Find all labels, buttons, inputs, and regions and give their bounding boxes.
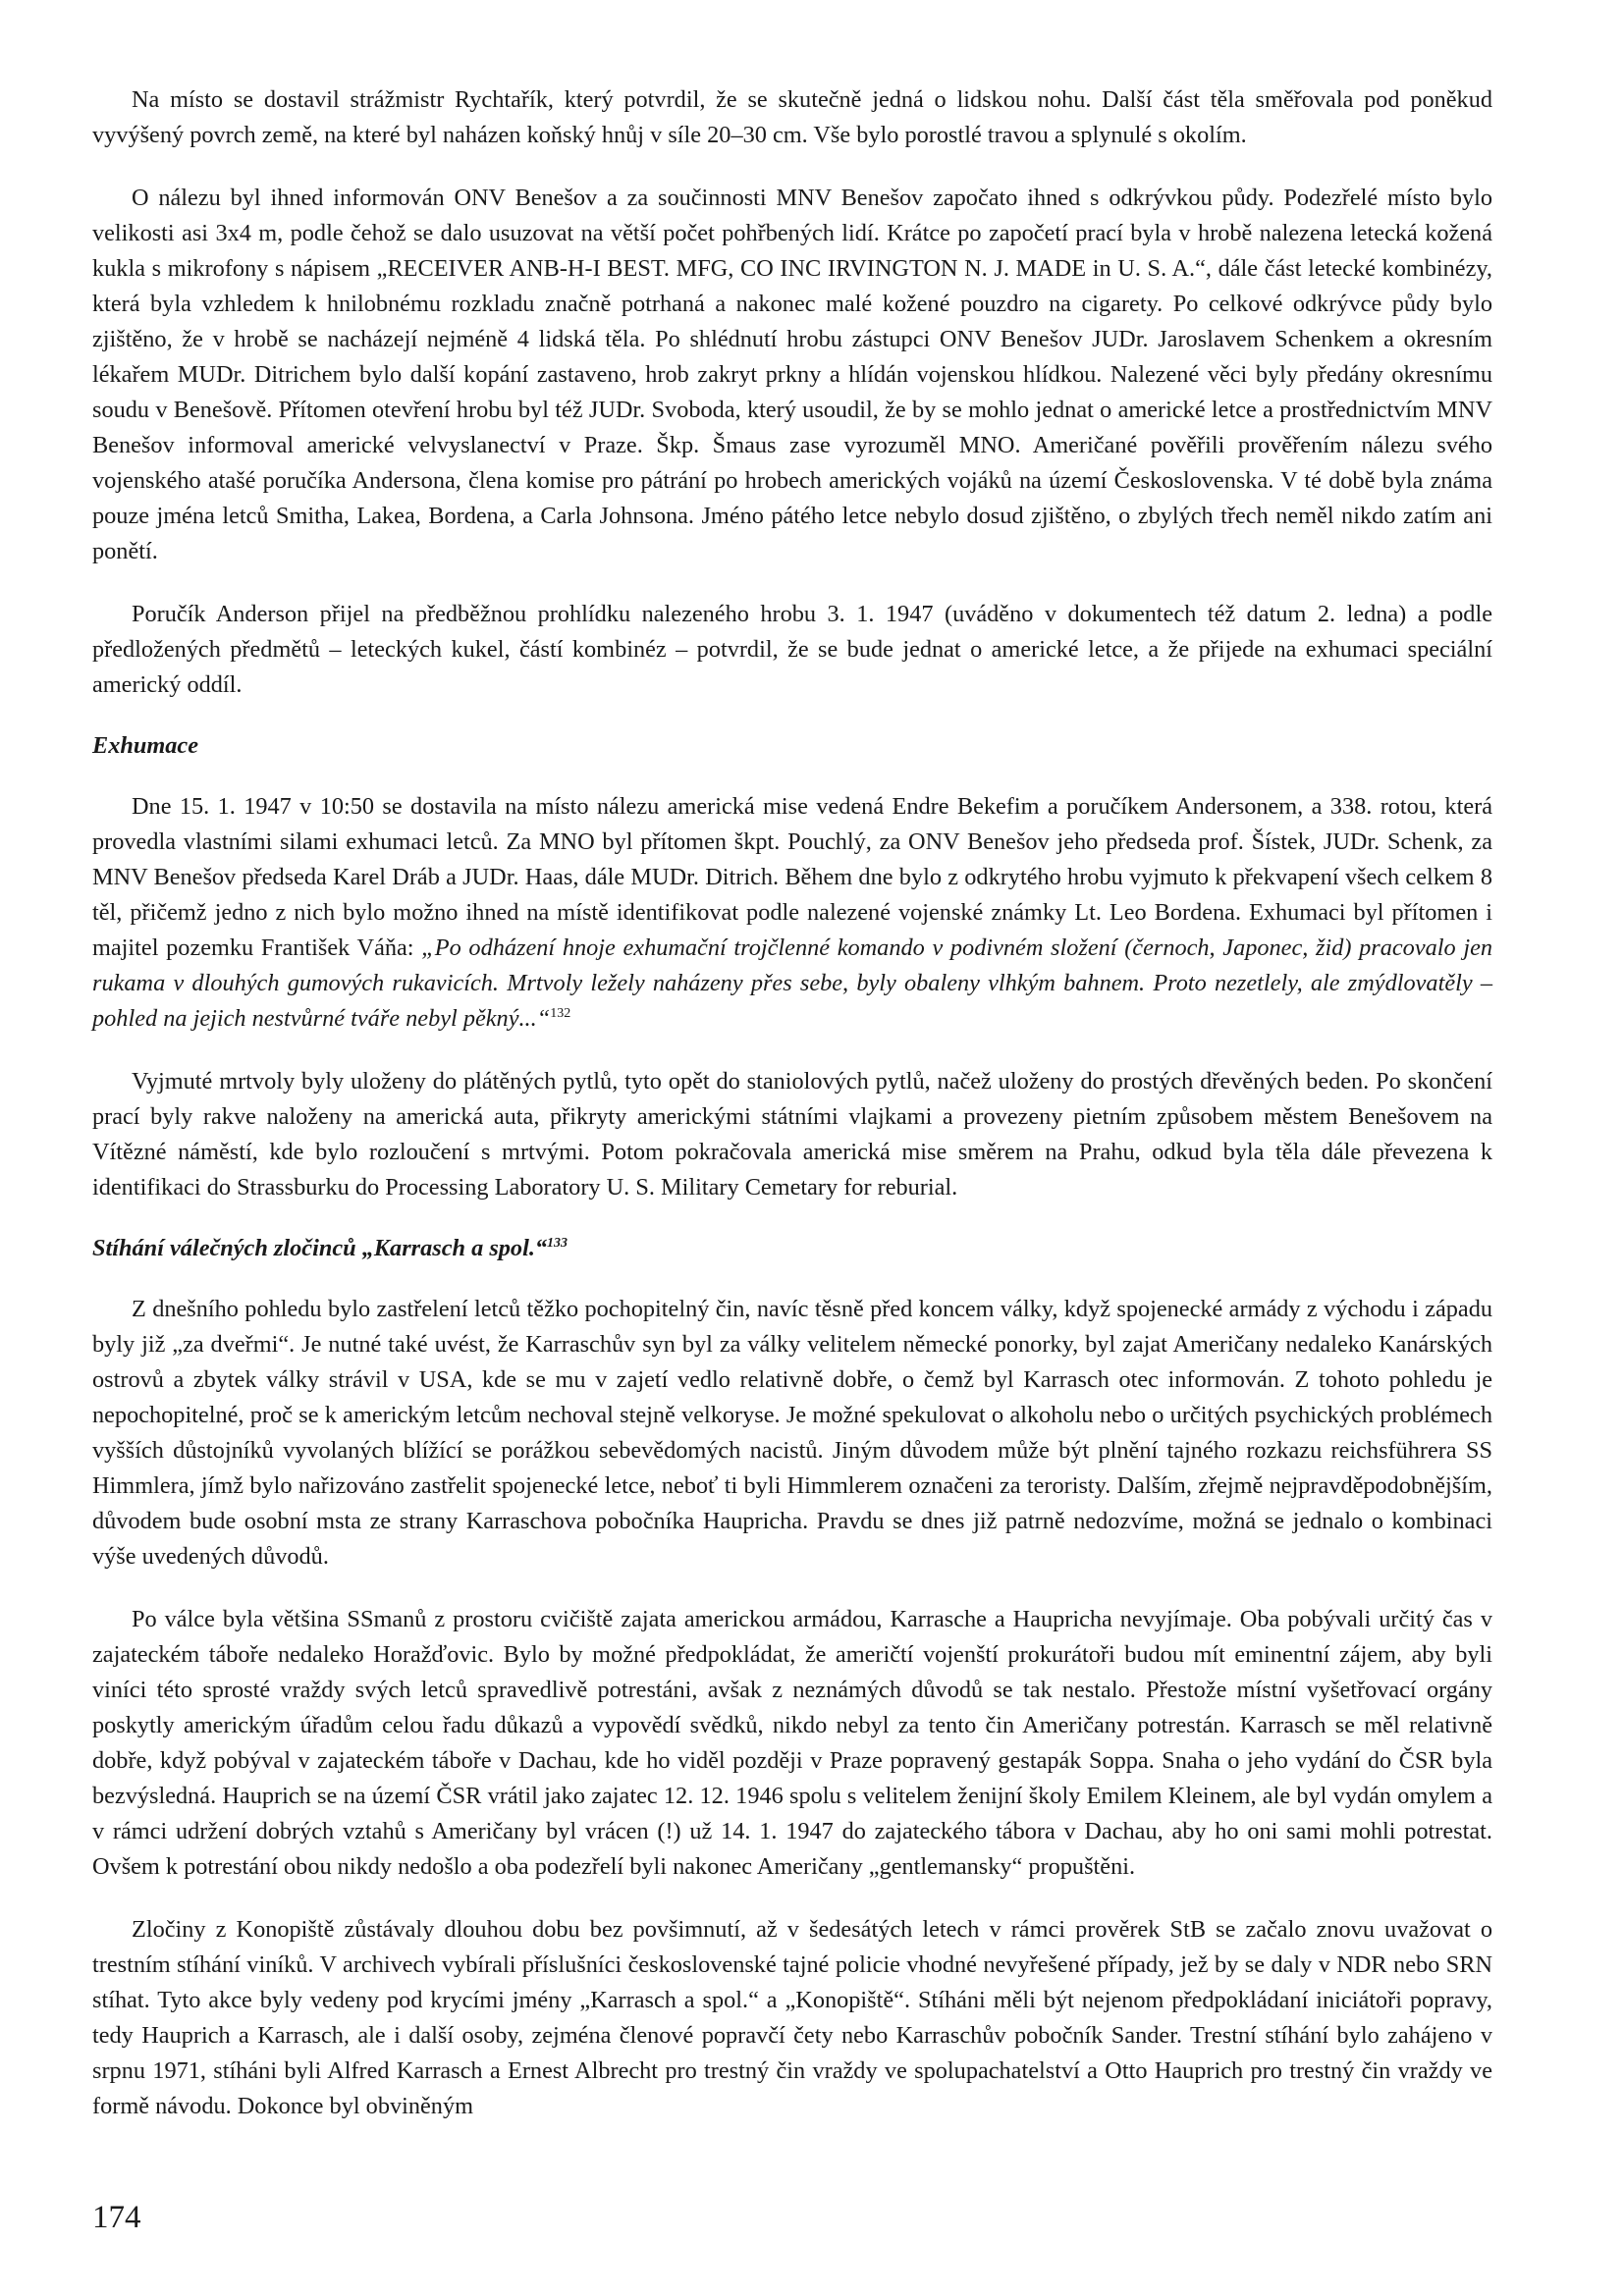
section-heading-stihani-text: Stíhání válečných zločinců „Karrasch a spol.“ <box>92 1235 548 1261</box>
paragraph: Po válce byla většina SSmanů z prostoru cvičiště zajata americkou armádou, Karrasche a Haupricha nevyjímaje. Oba pobývali určitý čas v zajateckém táboře nedaleko Horažďovic. Bylo by možné předpokládat, že američtí vojenští prokurátoři budou mít eminentní zájem, aby byli viníci této sprosté vraždy svých letců spravedlivě potrestáni, avšak z neznámých důvodů se tak nestalo. Přestože místní vyšetřovací orgány poskytly americkým úřadům celou řadu důkazů a vypovědí svědků, nikdo nebyl za tento čin Američany potrestán. Karrasch se měl relativně dobře, když pobýval v zajateckém táboře v Dachau, kde ho viděl později v Praze popravený gestapák Soppa. Snaha o jeho vydání do ČSR byla bezvýsledná. Hauprich se na území ČSR vrátil jako zajatec 12. 12. 1946 spolu s velitelem ženijní školy Emilem Kleinem, ale byl vydán omylem a v rámci udržení dobrých vztahů s Američany byl vrácen (!) už 14. 1. 1947 do zajateckého tábora v Dachau, aby ho oni sami mohli potrestat. Ovšem k potrestání obou nikdy nedošlo a oba podezřelí byli nakonec Američany „gentlemansky“ propuštěni. <box>92 1606 1492 1880</box>
section-heading-stihani <box>92 1231 1492 1266</box>
exhumace-text: Dne 15. 1. 1947 v 10:50 se dostavila na místo nálezu americká mise vedená Endre Bekefim a poručíkem Andersonem, a 338. rotou, která provedla vlastními silami exhumaci letců. Za MNO byl přítomen škpt. Pouchlý, za ONV Benešov jeho předseda prof. Šístek, JUDr. Schenk, za MNV Benešov předseda Karel Dráb a JUDr. Haas, dále MUDr. Ditrich. Během dne bylo z odkrytého hrobu vyjmuto k překvapení všech celkem 8 těl, přičemž jedno z nich bylo možno ihned na místě identifikovat podle nalezené vojenské známky Lt. Leo Bordena. Exhumaci byl přítomen i majitel pozemku František Váňa: <box>92 793 1492 961</box>
paragraph: O nálezu byl ihned informován ONV Benešov a za součinnosti MNV Benešov započato ihned s odkrývkou půdy. Podezřelé místo bylo velikosti asi 3x4 m, podle čehož se dalo usuzovat na větší počet pohřbených lidí. Krátce po započetí prací byla v hrobě nalezena letecká kožená kukla s mikrofony s nápisem „RECEIVER ANB-H-I BEST. MFG, CO INC IRVINGTON N. J. MADE in U. S. A.“, dále část letecké kombinézy, která byla vzhledem k hnilobnému rozkladu značně potrhaná a nakonec malé kožené pouzdro na cigarety. Po celkové odkrývce půdy bylo zjištěno, že v hrobě se nacházejí nejméně 4 lidská těla. Po shlédnutí hrobu zástupci ONV Benešov JUDr. Jaroslavem Schenkem a okresním lékařem MUDr. Ditrichem bylo další kopání zastaveno, hrob zakryt prkny a hlídán vojenskou hlídkou. Nalezené věci byly předány okresnímu soudu v Benešově. Přítomen otevření hrobu byl též JUDr. Svoboda, který usoudil, že by se mohlo jednat o americké letce a prostřednictvím MNV Benešov informoval americké velvyslanectví v Praze. Škp. Šmaus zase vyrozuměl MNO. Američané pověřili prověřením nálezu svého vojenského atašé poručíka Andersona, člena komise pro pátrání po hrobech amerických vojáků na území Československa. V té době byla známa pouze jména letců Smitha, Lakea, Bordena, a Carla Johnsona. Jméno pátého letce nebylo dosud zjištěno, o zbylých třech neměl nikdo zatím ani ponětí. <box>92 185 1492 564</box>
footnote-ref: 132 <box>550 1005 571 1021</box>
section-heading-exhumace: Exhumace <box>92 732 198 759</box>
paragraph: Na místo se dostavil strážmistr Rychtařík, který potvrdil, že se skutečně jedná o lidskou nohu. Další část těla směřovala pod poněkud vyvýšený povrch země, na které byl naházen koňský hnůj v síle 20–30 cm. Vše bylo porostlé travou a splynulé s okolím. <box>92 86 1492 148</box>
paragraph: Vyjmuté mrtvoly byly uloženy do plátěných pytlů, tyto opět do staniolových pytlů, načež uloženy do prostých dřevěných beden. Po skončení prací byly rakve naloženy na americká auta, přikryty americkými státními vlajkami a provezeny pietním způsobem městem Benešovem na Vítězné náměstí, kde bylo rozloučení s mrtvými. Potom pokračovala americká mise směrem na Prahu, odkud byla těla dále převezena k identifikaci do Strassburku do Processing Laboratory U. S. Military Cemetary for reburial. <box>92 1068 1492 1201</box>
footnote-ref: 133 <box>547 1235 568 1251</box>
page-body <box>92 82 1492 2124</box>
witness-quote: „Po odházení hnoje exhumační trojčlenné komando v podivném složení (černoch, Japonec, žid) pracovalo jen rukama v dlouhých gumových rukavicích. Mrtvoly ležely naházeny přes sebe, byly obaleny vlhkým bahnem. Proto nezetlely, ale zmýdlovatěly – pohled na jejich nestvůrné tváře nebyl pěkný...“ <box>92 934 1493 1032</box>
page-number: 174 <box>92 2200 141 2235</box>
paragraph: Poručík Anderson přijel na předběžnou prohlídku nalezeného hrobu 3. 1. 1947 (uváděno v dokumentech též datum 2. ledna) a podle předložených předmětů – leteckých kukel, částí kombinéz – potvrdil, že se bude jednat o americké letce, a že přijede na exhumaci speciální americký oddíl. <box>92 601 1492 698</box>
paragraph-exhumace <box>92 789 1492 1037</box>
paragraph: Z dnešního pohledu bylo zastřelení letců těžko pochopitelný čin, navíc těsně před koncem války, když spojenecké armády z východu i západu byly již „za dveřmi“. Je nutné také uvést, že Karraschův syn byl za války velitelem německé ponorky, byl zajat Američany nedaleko Kanárských ostrovů a zbytek války strávil v USA, kde se mu v zajetí vedlo relativně dobře, o čemž byl Karrasch otec informován. Z tohoto pohledu je nepochopitelné, proč se k americkým letcům nechoval stejně velkoryse. Je možné spekulovat o alkoholu nebo o určitých psychických problémech vyšších důstojníků vyvolaných blížící se porážkou sebevědomých nacistů. Jiným důvodem může být plnění tajného rozkazu reichsführera SS Himmlera, jímž bylo nařizováno zastřelit spojenecké letce, neboť ti byli Himmlerem označeni za teroristy. Dalším, zřejmě nejpravděpodobnějším, důvodem bude osobní msta ze strany Karraschova pobočníka Haupricha. Pravdu se dnes již patrně nedozvíme, možná se jednalo o kombinaci výše uvedených důvodů. <box>92 1296 1492 1570</box>
paragraph: Zločiny z Konopiště zůstávaly dlouhou dobu bez povšimnutí, až v šedesátých letech v rámci prověrek StB se začalo znovu uvažovat o trestním stíhání viníků. V archivech vybírali příslušníci československé tajné policie vhodné nevyřešené případy, jež by se daly v NDR nebo SRN stíhat. Tyto akce byly vedeny pod krycími jmény „Karrasch a spol.“ a „Konopiště“. Stíháni měli být nejenom předpokládaní iniciátoři popravy, tedy Hauprich a Karrasch, ale i další osoby, zejména členové popravčí čety nebo Karraschův pobočník Sander. Trestní stíhání bylo zahájeno v srpnu 1971, stíháni byli Alfred Karrasch a Ernest Albrecht pro trestný čin vraždy ve spolupachatelství a Otto Hauprich pro trestný čin vraždy ve formě návodu. Dokonce byl obviněným <box>92 1916 1492 2119</box>
